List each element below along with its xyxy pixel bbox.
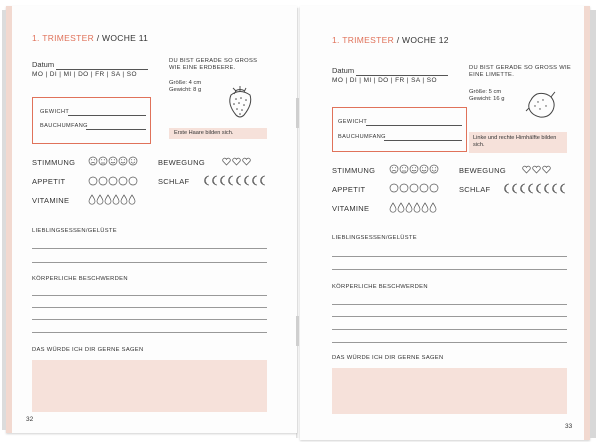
circle-icon[interactable] [389,183,439,193]
baby-size: Größe: 4 cm [169,80,202,86]
movement-scale[interactable] [222,157,252,166]
weekday-selector[interactable]: MO | DI | MI | DO | FR | SA | SO [332,77,437,84]
size-fact: DU BIST GERADE SO GROSS WIE EINE ERDBEERE. [169,58,258,71]
page-mark [296,316,299,346]
writing-line[interactable] [332,329,567,330]
circle-icon[interactable] [88,176,138,186]
stimmung-label: STIMMUNG [32,158,76,167]
datum-line[interactable] [56,69,148,70]
lieblingsessen-label: LIEBLINGSESSEN/GELÜSTE [332,235,417,241]
writing-line[interactable] [32,248,267,249]
week-label: WOCHE 12 [402,35,449,45]
drop-icon[interactable] [389,202,445,213]
gewicht-label: GEWICHT [40,109,70,115]
lieblingsessen-label: LIEBLINGSESSEN/GELÜSTE [32,228,117,234]
vitamin-scale[interactable] [88,194,144,205]
crescent-moon-icon[interactable] [204,175,268,186]
page-left [6,6,297,433]
bauchumfang-label: BAUCHUMFANG [338,134,386,140]
measurement-box [32,97,151,144]
schlaf-label: SCHLAF [459,185,491,194]
datum-line[interactable] [356,75,448,76]
crescent-moon-icon[interactable] [504,183,568,194]
schlaf-label: SCHLAF [158,177,190,186]
heart-icon[interactable] [222,157,252,166]
smiley-face-icon[interactable] [389,164,439,174]
header-separator: / [96,33,100,43]
vitamine-label: VITAMINE [332,204,370,213]
size-fact: DU BIST GERADE SO GROSS WIE EINE LIMETTE. [469,65,572,78]
datum-label: Datum [332,66,355,75]
sagen-label: DAS WÜRDE ICH DIR GERNE SAGEN [32,347,144,353]
fact-note: Erste Haare bilden sich. [174,130,234,136]
baby-weight: Gewicht: 16 g [469,96,505,102]
trimester-label: 1. TRIMESTER [32,33,95,43]
message-box[interactable] [32,360,267,412]
beschwerden-label: KÖRPERLICHE BESCHWERDEN [32,276,128,282]
writing-line[interactable] [332,316,567,317]
page-edge-bar [6,6,12,433]
appetite-scale[interactable] [389,183,439,193]
page-edge-bar [584,6,590,440]
page-number: 32 [26,416,34,423]
sleep-scale[interactable] [504,183,568,194]
page-mark [296,98,299,128]
bauchumfang-line[interactable] [384,140,462,141]
bewegung-label: BEWEGUNG [158,158,205,167]
writing-line[interactable] [32,319,267,320]
bauchumfang-line[interactable] [86,129,146,130]
page-header [32,33,148,43]
mood-scale[interactable] [88,156,138,166]
page-right [300,6,590,440]
writing-line[interactable] [332,256,567,257]
drop-icon[interactable] [88,194,144,205]
baby-weight: Gewicht: 8 g [169,87,202,93]
message-box[interactable] [332,368,567,414]
writing-line[interactable] [32,262,267,263]
lime-icon [524,88,558,125]
writing-line[interactable] [332,342,567,343]
writing-line[interactable] [332,304,567,305]
writing-line[interactable] [32,307,267,308]
baby-size: Größe: 5 cm [469,89,502,95]
writing-line[interactable] [332,269,567,270]
writing-line[interactable] [32,295,267,296]
page-number: 33 [565,423,573,430]
bewegung-label: BEWEGUNG [459,166,506,175]
header-separator: / [396,35,400,45]
appetit-label: APPETIT [332,185,366,194]
bauchumfang-label: BAUCHUMFANG [40,123,88,129]
measurement-box [332,107,467,152]
vitamin-scale[interactable] [389,202,445,213]
weekday-selector[interactable]: MO | DI | MI | DO | FR | SA | SO [32,71,137,78]
gewicht-line[interactable] [68,115,146,116]
appetit-label: APPETIT [32,177,66,186]
datum-label: Datum [32,60,55,69]
gewicht-label: GEWICHT [338,119,368,125]
movement-scale[interactable] [522,165,552,174]
smiley-face-icon[interactable] [88,156,138,166]
strawberry-icon [224,82,256,125]
sleep-scale[interactable] [204,175,268,186]
writing-line[interactable] [32,332,267,333]
fact-note: Linke und rechte Hirnhälfte bilden sich. [473,135,557,148]
vitamine-label: VITAMINE [32,196,70,205]
heart-icon[interactable] [522,165,552,174]
mood-scale[interactable] [389,164,439,174]
beschwerden-label: KÖRPERLICHE BESCHWERDEN [332,284,428,290]
appetite-scale[interactable] [88,176,138,186]
stimmung-label: STIMMUNG [332,166,376,175]
trimester-label: 1. TRIMESTER [332,35,395,45]
gewicht-line[interactable] [366,125,462,126]
sagen-label: DAS WÜRDE ICH DIR GERNE SAGEN [332,355,444,361]
week-label: WOCHE 11 [102,33,149,43]
page-header [332,35,449,45]
